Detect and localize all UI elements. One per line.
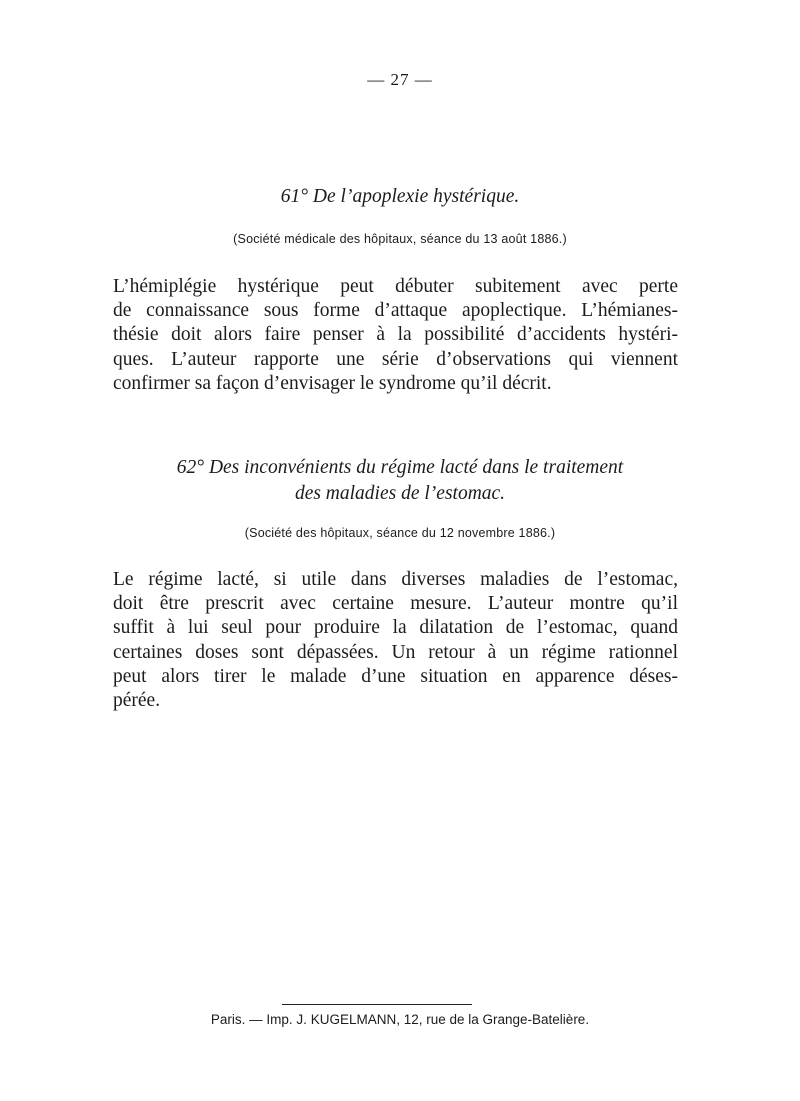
section-title-line: des maladies de l’estomac. — [294, 483, 506, 504]
section-title-line: 61° De l’apoplexie hystérique. — [280, 186, 520, 207]
section-61-paragraph — [113, 275, 678, 396]
paragraph-line: confirmer sa façon d’envisager le syndrome qu’il décrit. — [113, 372, 552, 394]
paragraph-line: ques. L’auteur rapporte une série d’observations qui viennent — [113, 348, 678, 370]
paragraph-line: doit être prescrit avec certaine mesure. L’auteur montre qu’il — [113, 593, 678, 615]
printer-imprint: Paris. — Imp. J. KUGELMANN, 12, rue de la Grange-Batelière. — [210, 1012, 590, 1027]
section-62-title — [0, 455, 800, 507]
paragraph-line: certaines doses sont dépassées. Un retour à un régime rationnel — [113, 641, 678, 663]
section-62-source: (Société des hôpitaux, séance du 12 novembre 1886.) — [244, 526, 556, 540]
paragraph-line: peut alors tirer le malade d’une situation en apparence déses- — [113, 665, 678, 687]
paragraph-line: thésie doit alors faire penser à la possibilité d’accidents hystéri- — [113, 324, 678, 346]
footer-rule — [282, 1004, 472, 1005]
paragraph-line: Le régime lacté, si utile dans diverses maladies de l’estomac, — [113, 569, 678, 590]
paragraph-line: L’hémiplégie hystérique peut débuter subitement avec perte — [113, 276, 678, 297]
section-61-source: (Société médicale des hôpitaux, séance du 13 août 1886.) — [233, 232, 567, 246]
paragraph-line: pérée. — [113, 690, 161, 712]
section-62-paragraph — [113, 568, 678, 713]
paragraph-line: de connaissance sous forme d’attaque apoplectique. L’hémianes- — [113, 300, 678, 322]
section-61-title — [0, 184, 800, 210]
page-number: — 27 — — [367, 70, 433, 89]
section-title-line: 62° Des inconvénients du régime lacté dans le traitement — [176, 457, 624, 478]
paragraph-line: suffit à lui seul pour produire la dilatation de l’estomac, quand — [113, 617, 678, 639]
